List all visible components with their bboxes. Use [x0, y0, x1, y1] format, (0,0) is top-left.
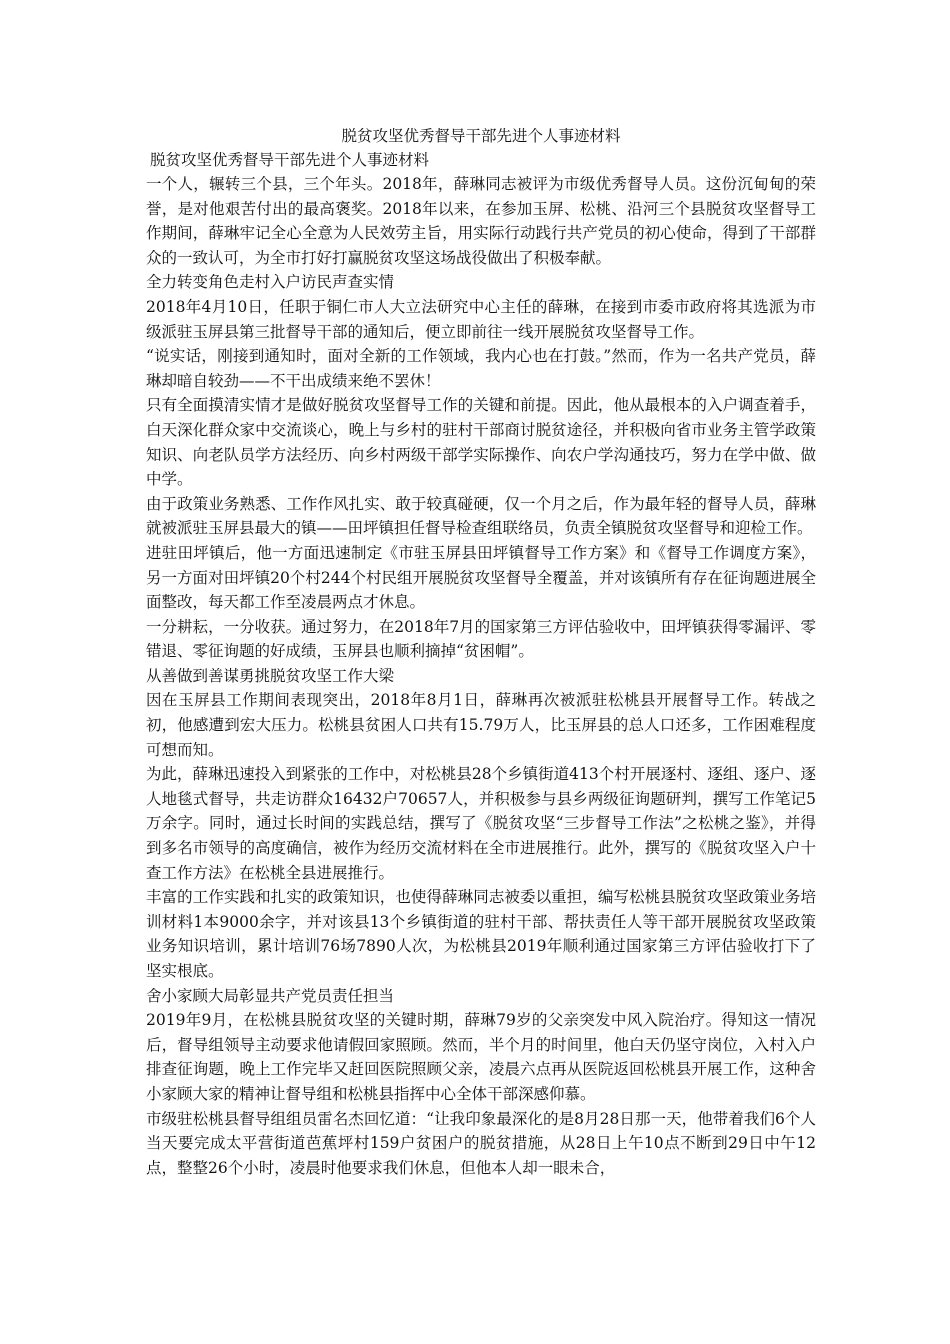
- document-subtitle: 脱贫攻坚优秀督导干部先进个人事迹材料: [150, 151, 430, 169]
- body-paragraph: 一个人，辗转三个县，三个年头。2018年，薛琳同志被评为市级优秀督导人员。这份沉甸甸的荣誉，是对他艰苦付出的最高褒奖。2018年以来，在参加玉屏、松桃、沿河三个县脱贫攻坚督导工作期间，薛琳牢记全心全意为人民效劳主旨，用实际行动践行共产党员的初心使命，得到了干部群众的一致认可，为全市打好打赢脱贫攻坚这场战役做出了积极奉献。: [146, 175, 816, 267]
- body-paragraph: 由于政策业务熟悉、工作作风扎实、敢于较真碰硬，仅一个月之后，作为最年轻的督导人员，薛琳就被派驻玉屏县最大的镇——田坪镇担任督导检查组联络员，负责全镇脱贫攻坚督导和迎检工作。: [146, 494, 816, 538]
- section-heading: 全力转变角色走村入户访民声查实情: [146, 273, 395, 292]
- body-paragraph: 丰富的工作实践和扎实的政策知识，也使得薛琳同志被委以重担，编写松桃县脱贫攻坚政策业务培训材料1本9000余字，并对该县13个乡镇街道的驻村干部、帮扶责任人等干部开展脱贫攻坚政策业务知识培训，累计培训76场7890人次，为松桃县2019年顺利通过国家第三方评估验收打下了坚实根底。: [146, 888, 816, 980]
- body-paragraph: “说实话，刚接到通知时，面对全新的工作领域，我内心也在打鼓。”然而，作为一名共产党员，薛琳却暗自较劲——不干出成绩来绝不罢休！: [146, 347, 816, 390]
- body-paragraph: 为此，薛琳迅速投入到紧张的工作中，对松桃县28个乡镇街道413个村开展逐村、逐组、逐户、逐人地毯式督导，共走访群众16432户70657人，并积极参与县乡两级征询题研判，撰写工作笔记5万余字。同时，通过长时间的实践总结，撰写了《脱贫攻坚“三步督导工作法”之松桃之鉴》，并得到多名市领导的高度确信，被作为经历交流材料在全市进展推行。此外，撰写的《脱贫攻坚入户十查工作方法》在松桃全县进展推行。: [146, 765, 816, 882]
- body-paragraph: 市级驻松桃县督导组组员雷名杰回忆道：“让我印象最深化的是8月28日那一天，他带着我们6个人当天要完成太平营街道芭蕉坪村159户贫困户的脱贫措施，从28日上午10点不断到29日中午12点，整整26个小时，凌晨时他要求我们休息，但他本人却一眼未合，: [146, 1109, 816, 1177]
- document-page: [146, 124, 816, 1180]
- document-body: [146, 172, 816, 1180]
- document-title: 脱贫攻坚优秀督导干部先进个人事迹材料: [341, 127, 621, 145]
- section-heading: 从善做到善谋勇挑脱贫攻坚工作大梁: [146, 666, 395, 685]
- body-paragraph: 进驻田坪镇后，他一方面迅速制定《市驻玉屏县田坪镇督导工作方案》和《督导工作调度方案》，另一方面对田坪镇20个村244个村民组开展脱贫攻坚督导全覆盖，并对该镇所有存在征询题进展全面整改，每天都工作至凌晨两点才休息。: [146, 543, 816, 612]
- body-paragraph: 因在玉屏县工作期间表现突出，2018年8月1日，薛琳再次被派驻松桃县开展督导工作。转战之初，他感遭到宏大压力。松桃县贫困人口共有15.79万人，比玉屏县的总人口还多，工作困难程度可想而知。: [146, 691, 816, 759]
- body-paragraph: 只有全面摸清实情才是做好脱贫攻坚督导工作的关键和前提。因此，他从最根本的入户调查着手，白天深化群众家中交流谈心，晚上与乡村的驻村干部商讨脱贫途径，并积极向省市业务主管学政策知识、向老队员学方法经历、向乡村两级干部学实际操作、向农户学沟通技巧，努力在学中做、做中学。: [146, 396, 816, 489]
- body-paragraph: 2018年4月10日，任职于铜仁市人大立法研究中心主任的薛琳，在接到市委市政府将其选派为市级派驻玉屏县第三批督导干部的通知后，便立即前往一线开展脱贫攻坚督导工作。: [146, 297, 816, 341]
- section-heading: 舍小家顾大局彰显共产党员责任担当: [146, 986, 395, 1005]
- body-paragraph: 2019年9月，在松桃县脱贫攻坚的关键时期，薛琳79岁的父亲突发中风入院治疗。得知这一情况后，督导组领导主动要求他请假回家照顾。然而，半个月的时间里，他白天仍坚守岗位，入村入户排查征询题，晚上工作完毕又赶回医院照顾父亲，凌晨六点再从医院返回松桃县开展工作，这种舍小家顾大家的精神让督导组和松桃县指挥中心全体干部深感仰慕。: [146, 1011, 816, 1103]
- body-paragraph: 一分耕耘，一分收获。通过努力，在2018年7月的国家第三方评估验收中，田坪镇获得零漏评、零错退、零征询题的好成绩，玉屏县也顺利摘掉“贫困帽”。: [146, 617, 816, 661]
